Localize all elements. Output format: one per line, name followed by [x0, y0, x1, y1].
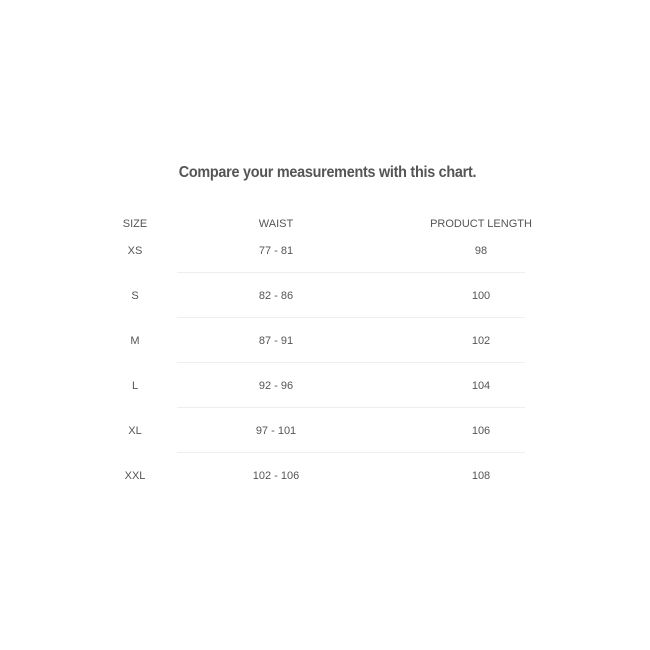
- row-divider: [177, 362, 525, 363]
- table-row: [0, 469, 650, 483]
- size-cell: L: [131, 380, 139, 392]
- length-cell: 104: [471, 380, 491, 392]
- header-product-length: PRODUCT LENGTH: [430, 218, 532, 230]
- table-row: [0, 289, 650, 303]
- size-cell: M: [130, 335, 140, 347]
- length-cell: 102: [471, 335, 491, 347]
- row-divider: [177, 272, 525, 273]
- size-cell: S: [131, 290, 139, 302]
- length-cell: 108: [471, 470, 491, 482]
- waist-cell: 92 - 96: [258, 380, 294, 392]
- length-cell: 100: [471, 290, 491, 302]
- row-divider: [177, 452, 525, 453]
- size-cell: XXL: [124, 470, 146, 482]
- waist-cell: 77 - 81: [258, 245, 294, 257]
- table-row: [0, 379, 650, 393]
- header-size: SIZE: [122, 218, 148, 230]
- size-chart-title: Compare your measurements with this chart.: [178, 164, 477, 181]
- table-row: [0, 244, 650, 258]
- length-cell: 106: [471, 425, 491, 437]
- size-cell: XS: [127, 245, 143, 257]
- table-row: [0, 334, 650, 348]
- header-waist: WAIST: [258, 218, 294, 230]
- length-cell: 98: [474, 245, 488, 257]
- waist-cell: 82 - 86: [258, 290, 294, 302]
- waist-cell: 87 - 91: [258, 335, 294, 347]
- row-divider: [177, 407, 525, 408]
- waist-cell: 102 - 106: [252, 470, 300, 482]
- table-row: [0, 424, 650, 438]
- size-cell: XL: [128, 425, 142, 437]
- table-header-row: [0, 217, 650, 231]
- waist-cell: 97 - 101: [255, 425, 297, 437]
- row-divider: [177, 317, 525, 318]
